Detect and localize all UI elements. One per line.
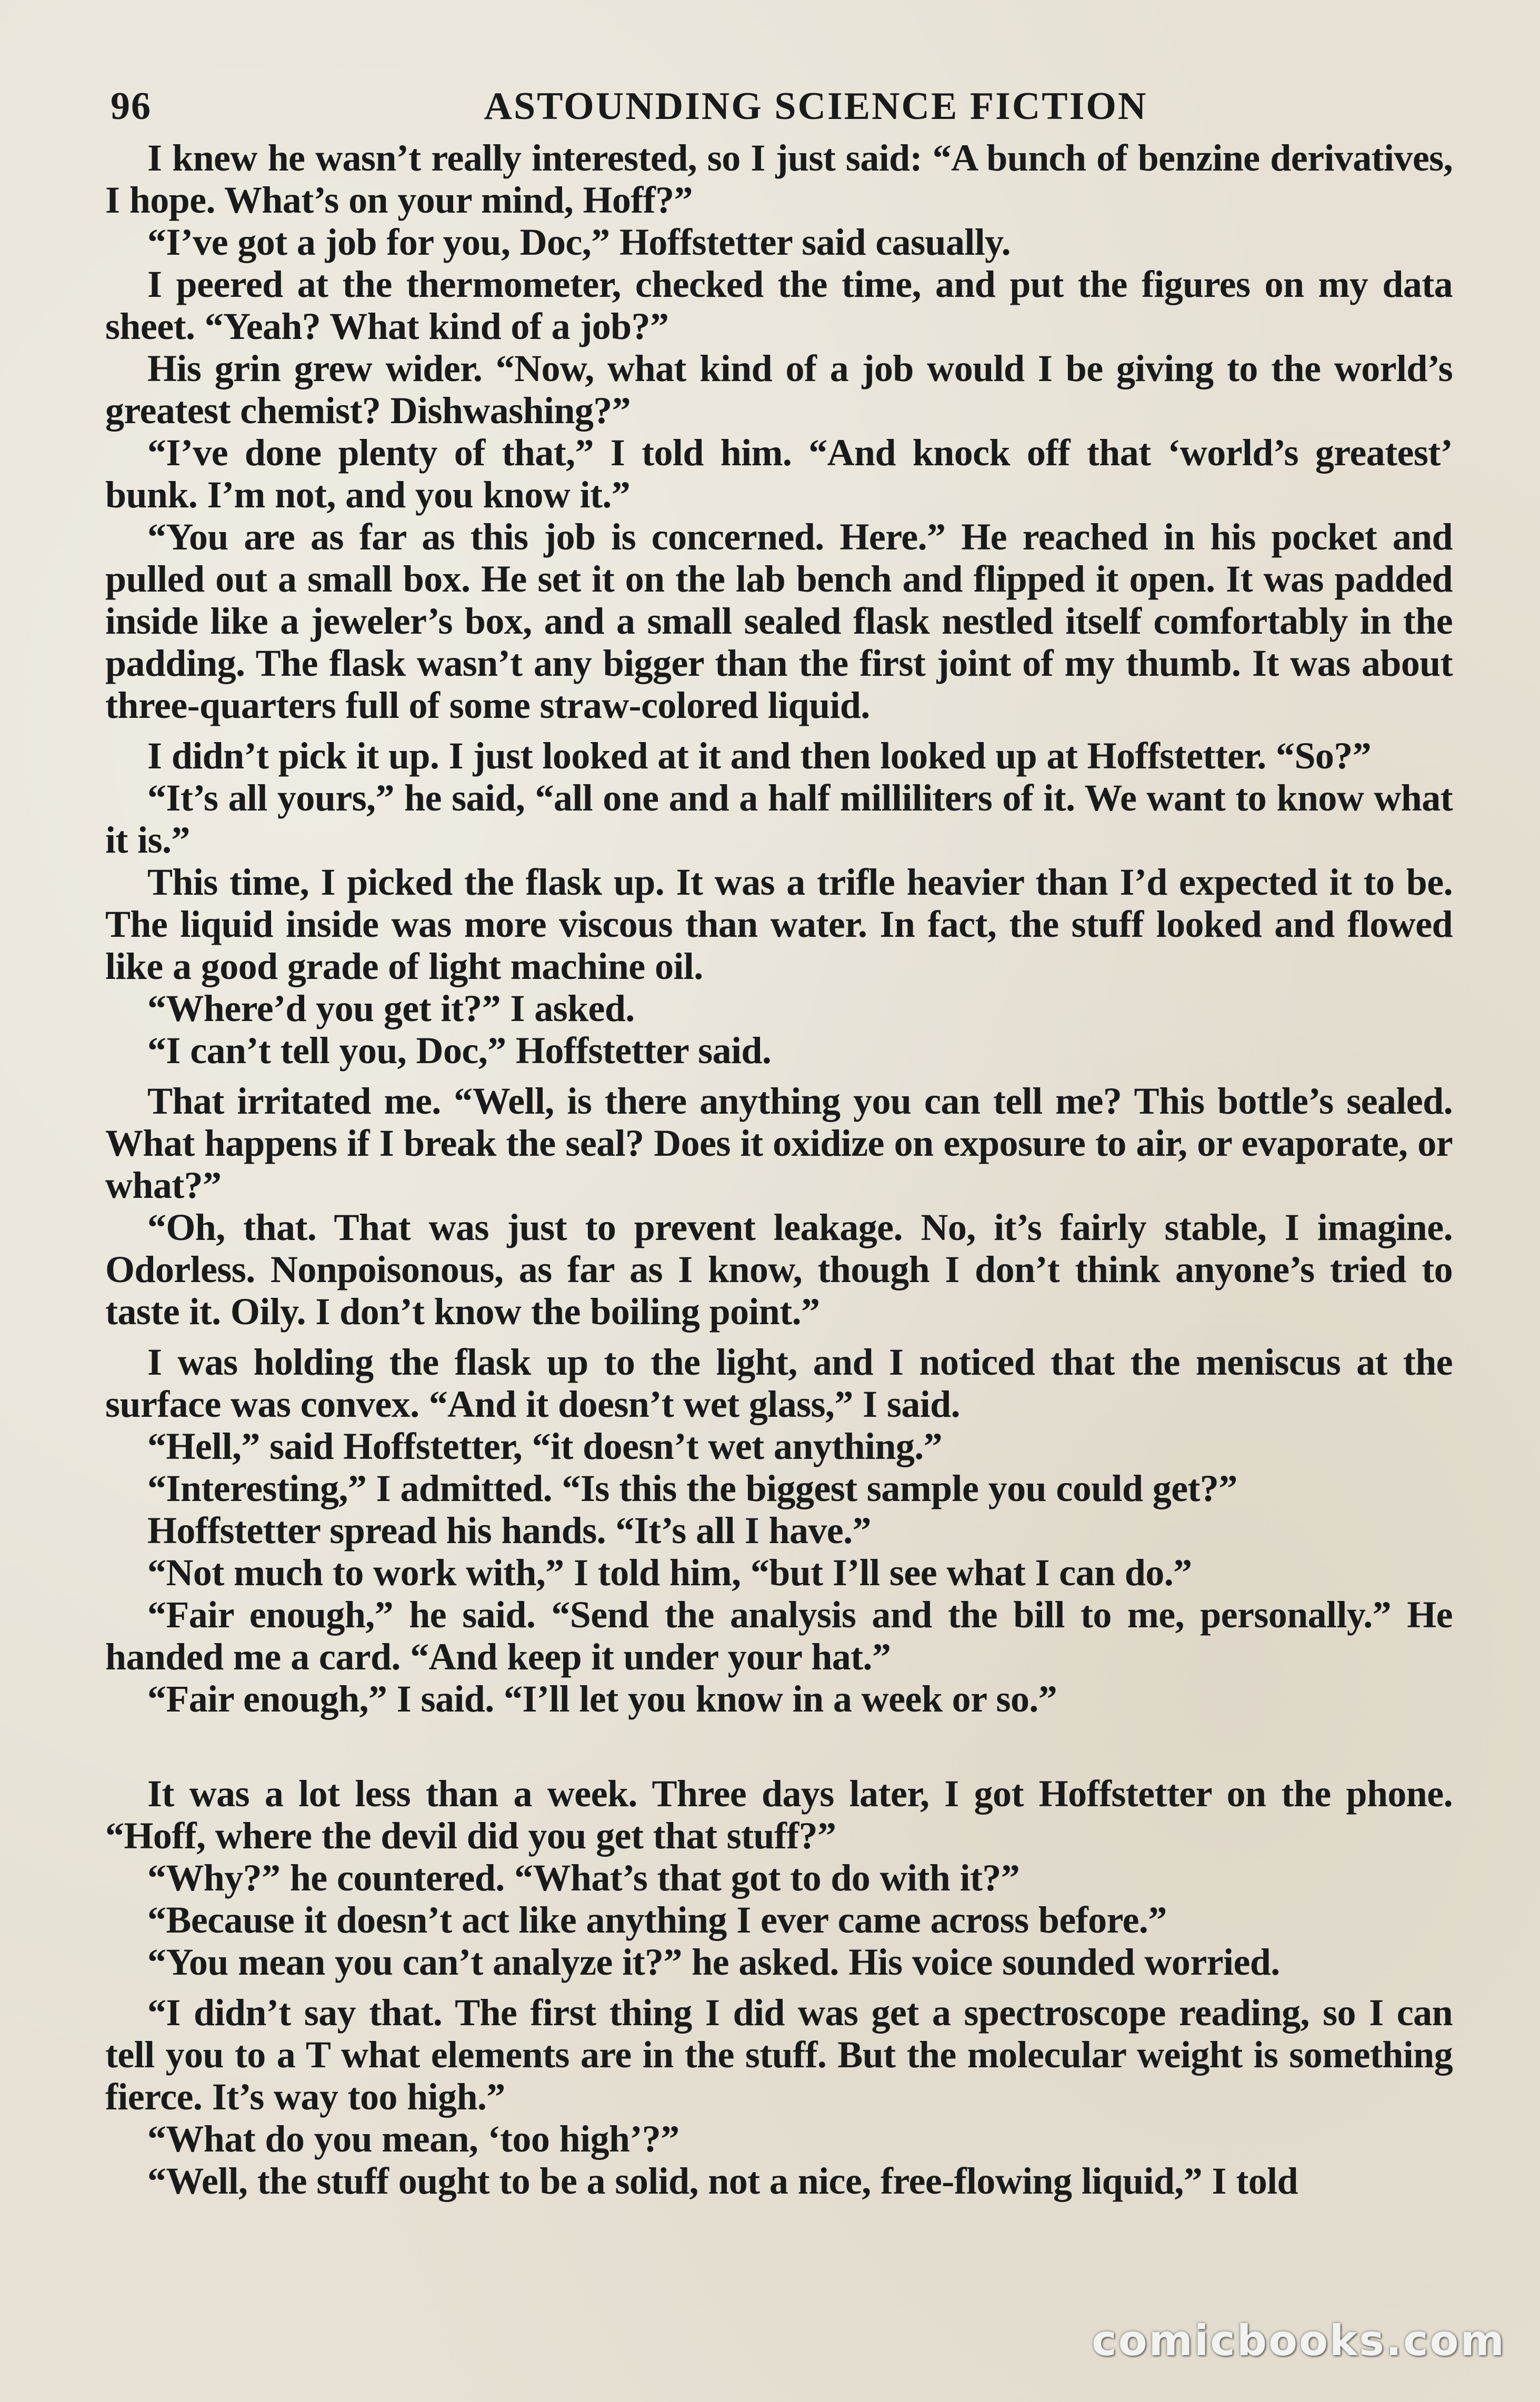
paragraph: Hoffstetter spread his hands. “It’s all I have.” [147,1509,871,1552]
paragraph: “Fair enough,” he said. “Send the analysis and the bill to me, personally.” He handed me a card. “And keep it under your hat.” [105,1594,1453,1678]
paragraph: “You are as far as this job is concerned. Here.” He reached in his pocket and pulled out a small box. He set it on the lab bench and flipped it open. It was padded inside like a jeweler’s box, and a small sealed flask nestled itself comfortably in the padding. The flask wasn’t any bigger than the first joint of my thumb. It was about three-quarters full of some straw-colored liquid. [105,516,1453,726]
paragraph: “Oh, that. That was just to prevent leakage. No, it’s fairly stable, I imagine. Odorless. Nonpoisonous, as far as I know, though I don’t think anyone’s tried to taste it. Oily. I don’t know the boiling point.” [105,1206,1453,1333]
running-head [105,79,1453,137]
paragraph: I didn’t pick it up. I just looked at it and then looked up at Hoffstetter. “So?” [147,735,1372,777]
running-title: ASTOUNDING SCIENCE FICTION [484,85,1148,128]
watermark-logo: comicbooks.com [1092,2316,1506,2365]
paragraph: “What do you mean, ‘too high’?” [147,2118,679,2160]
paragraph: “I’ve done plenty of that,” I told him. “And knock off that ‘world’s greatest’ bunk. I’m not, and you know it.” [105,432,1453,516]
paragraph: “You mean you can’t analyze it?” he asked. His voice sounded worried. [147,1941,1280,1983]
paragraph: “Interesting,” I admitted. “Is this the biggest sample you could get?” [147,1467,1237,1509]
paragraph: I was holding the flask up to the light, and I noticed that the meniscus at the surface was convex. “And it doesn’t wet glass,” I said. [105,1341,1453,1425]
body-text [105,137,1453,2202]
paragraph: That irritated me. “Well, is there anything you can tell me? This bottle’s sealed. What happens if I break the seal? Does it oxidize on exposure to air, or evaporate, or what?” [105,1080,1453,1206]
paragraph: It was a lot less than a week. Three days later, I got Hoffstetter on the phone. “Hoff, where the devil did you get that stuff?” [105,1773,1453,1857]
paragraph: “It’s all yours,” he said, “all one and a half milliliters of it. We want to know what it is.” [105,777,1453,861]
paragraph: I knew he wasn’t really interested, so I just said: “A bunch of benzine derivatives, I hope. What’s on your mind, Hoff?” [105,137,1453,221]
paragraph: “I can’t tell you, Doc,” Hoffstetter said. [147,1029,772,1072]
paragraph: “Why?” he countered. “What’s that got to do with it?” [147,1857,1020,1899]
book-page [105,79,1453,2202]
paragraph: “I didn’t say that. The first thing I did was get a spectroscope reading, so I can tell you to a T what elements are in the stuff. But the molecular weight is something fierce. It’s way too high.” [105,1991,1453,2118]
paragraph: “Where’d you get it?” I asked. [147,987,635,1029]
paragraph: I peered at the thermometer, checked the time, and put the figures on my data sheet. “Yeah? What kind of a job?” [105,263,1453,347]
paragraph: His grin grew wider. “Now, what kind of a job would I be giving to the world’s greatest chemist? Dishwashing?” [105,347,1453,432]
paragraph: “Fair enough,” I said. “I’ll let you know in a week or so.” [147,1678,1057,1720]
paragraph: This time, I picked the flask up. It was a trifle heavier than I’d expected it to be. The liquid inside was more viscous than water. In fact, the stuff looked and flowed like a good grade of light machine oil. [105,861,1453,987]
paragraph: “Because it doesn’t act like anything I ever came across before.” [147,1899,1167,1941]
page-number: 96 [111,85,152,128]
paragraph: “Hell,” said Hoffstetter, “it doesn’t wet anything.” [147,1425,943,1467]
section-break [105,1720,1453,1773]
paragraph: “Well, the stuff ought to be a solid, not a nice, free-flowing liquid,” I told [147,2160,1298,2202]
paragraph: “Not much to work with,” I told him, “but I’ll see what I can do.” [147,1552,1192,1594]
paragraph: “I’ve got a job for you, Doc,” Hoffstetter said casually. [147,221,1011,263]
